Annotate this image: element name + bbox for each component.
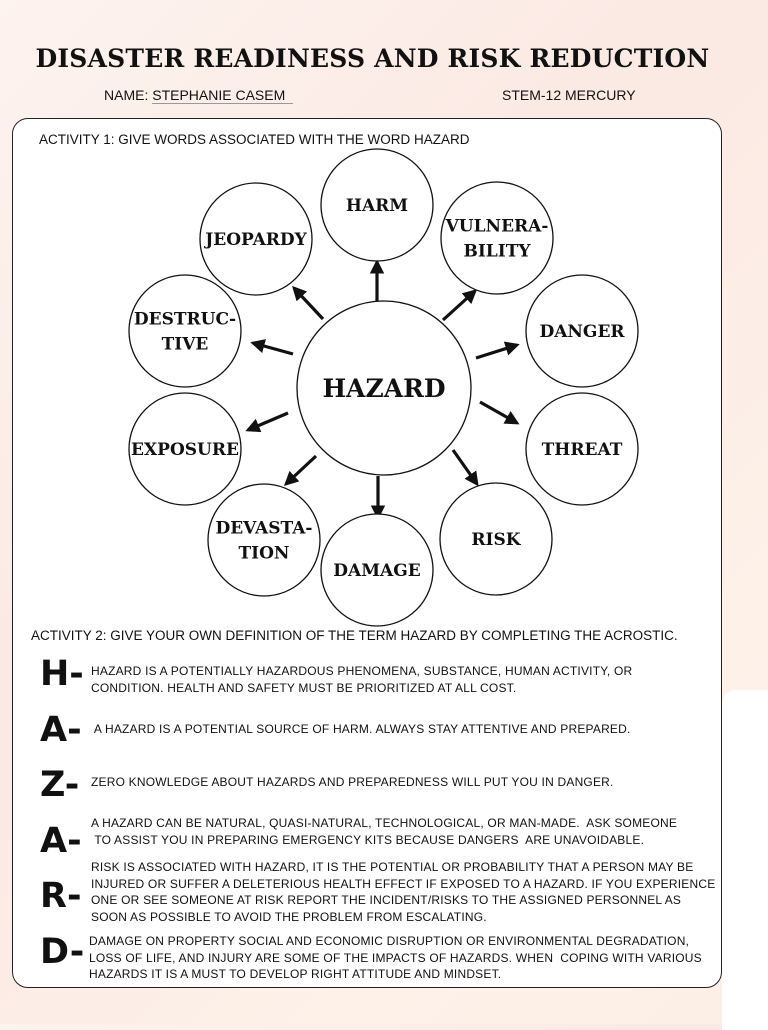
- name-value: STEPHANIE CASEM: [152, 87, 293, 104]
- word-node-2: [441, 182, 553, 294]
- center-node: [297, 301, 471, 475]
- acrostic-letter: Z-: [40, 765, 80, 805]
- arrow-7: [286, 456, 316, 484]
- acrostic-letter: R-: [40, 876, 82, 916]
- acrostic-definition: [91, 721, 631, 738]
- word-text: VULNERA-: [445, 216, 549, 237]
- arrow-9: [253, 343, 293, 354]
- definition-line: A HAZARD IS A POTENTIAL SOURCE OF HARM. ALWAYS STAY ATTENTIVE AND PREPARED.: [91, 722, 631, 736]
- definition-line: ONE OR SEE SOMEONE AT RISK REPORT THE INCIDENT/RISKS TO THE ASSIGNED PERSONNEL AS: [91, 893, 682, 907]
- arrow-10: [294, 288, 323, 319]
- side-panel: [722, 690, 768, 1030]
- word-text: TIVE: [161, 334, 209, 355]
- definition-line: TO ASSIST YOU IN PREPARING EMERGENCY KITS BECAUSE DANGERS ARE UNAVOIDABLE.: [91, 832, 645, 847]
- arrow-5: [453, 450, 477, 484]
- definition-line: RISK IS ASSOCIATED WITH HAZARD, IT IS THE POTENTIAL OR PROBABILITY THAT A PERSON MAY BE: [91, 860, 694, 874]
- definition-line: DAMAGE ON PROPERTY SOCIAL AND ECONOMIC DISRUPTION OR ENVIRONMENTAL DEGRADATION,: [89, 934, 690, 948]
- arrow-8: [248, 413, 288, 430]
- word-text: DAMAGE: [333, 561, 421, 581]
- acrostic-definition: [91, 774, 614, 791]
- arrow-2: [443, 291, 475, 320]
- word-text: JEOPARDY: [205, 230, 307, 250]
- word-node-5: [440, 483, 552, 595]
- word-node-10: [200, 183, 312, 295]
- definition-line: ZERO KNOWLEDGE ABOUT HAZARDS AND PREPAREDNESS WILL PUT YOU IN DANGER.: [91, 775, 614, 789]
- word-text: THREAT: [541, 440, 623, 460]
- word-text: DESTRUC-: [133, 309, 237, 330]
- word-text: RISK: [471, 530, 521, 550]
- word-text: DEVASTA-: [215, 518, 313, 539]
- acrostic-definition: [91, 815, 677, 848]
- word-circle: [441, 182, 553, 294]
- word-circle: [208, 484, 320, 596]
- word-node-7: [208, 484, 320, 596]
- activity1-instruction: ACTIVITY 1: GIVE WORDS ASSOCIATED WITH THE WORD HAZARD: [39, 132, 470, 147]
- word-text: TION: [238, 543, 290, 564]
- word-node-8: [129, 393, 241, 505]
- name-label: NAME:: [104, 87, 149, 103]
- definition-line: A HAZARD CAN BE NATURAL, QUASI-NATURAL, TECHNOLOGICAL, OR MAN-MADE. ASK SOMEONE: [91, 816, 678, 830]
- definition-line: LOSS OF LIFE, AND INJURY ARE SOME OF THE IMPACTS OF HAZARDS. WHEN COPING WITH VARIOUS: [89, 950, 702, 965]
- word-circle: [129, 275, 241, 387]
- acrostic-letter: H-: [40, 654, 84, 694]
- word-node-6: [321, 514, 433, 626]
- word-node-1: [321, 149, 433, 261]
- acrostic-definition: [91, 663, 632, 696]
- activity2-instruction: ACTIVITY 2: GIVE YOUR OWN DEFINITION OF THE TERM HAZARD BY COMPLETING THE ACROSTIC.: [31, 628, 678, 643]
- definition-line: HAZARD IS A POTENTIALLY HAZARDOUS PHENOMENA, SUBSTANCE, HUMAN ACTIVITY, OR: [91, 664, 633, 678]
- definition-line: HAZARDS IT IS A MUST TO DEVELOP RIGHT ATTITUDE AND MINDSET.: [89, 967, 502, 981]
- word-node-3: [526, 275, 638, 387]
- word-text: DANGER: [539, 322, 625, 342]
- word-node-4: [526, 393, 638, 505]
- acrostic-letter: D-: [40, 932, 85, 972]
- acrostic-definition: [91, 859, 715, 925]
- center-word: HAZARD: [322, 374, 446, 403]
- arrow-4: [480, 402, 517, 423]
- definition-line: SOON AS POSSIBLE TO AVOID THE PROBLEM FROM ESCALATING.: [91, 909, 487, 924]
- word-text: HARM: [345, 196, 409, 216]
- acrostic-letter: A-: [40, 710, 82, 750]
- definition-line: CONDITION. HEALTH AND SAFETY MUST BE PRIORITIZED AT ALL COST.: [91, 680, 517, 695]
- acrostic-letter: A-: [40, 821, 82, 861]
- acrostic-definition: [89, 933, 702, 983]
- word-node-9: [129, 275, 241, 387]
- word-text: EXPOSURE: [131, 440, 239, 460]
- word-text: BILITY: [463, 241, 531, 262]
- definition-line: INJURED OR SUFFER A DELETERIOUS HEALTH EFFECT IF EXPOSED TO A HAZARD. IF YOU EXPERIENCE: [91, 876, 716, 891]
- section-label: STEM-12 MERCURY: [502, 87, 636, 103]
- arrow-3: [476, 345, 517, 358]
- page-title: DISASTER READINESS AND RISK REDUCTION: [35, 44, 710, 73]
